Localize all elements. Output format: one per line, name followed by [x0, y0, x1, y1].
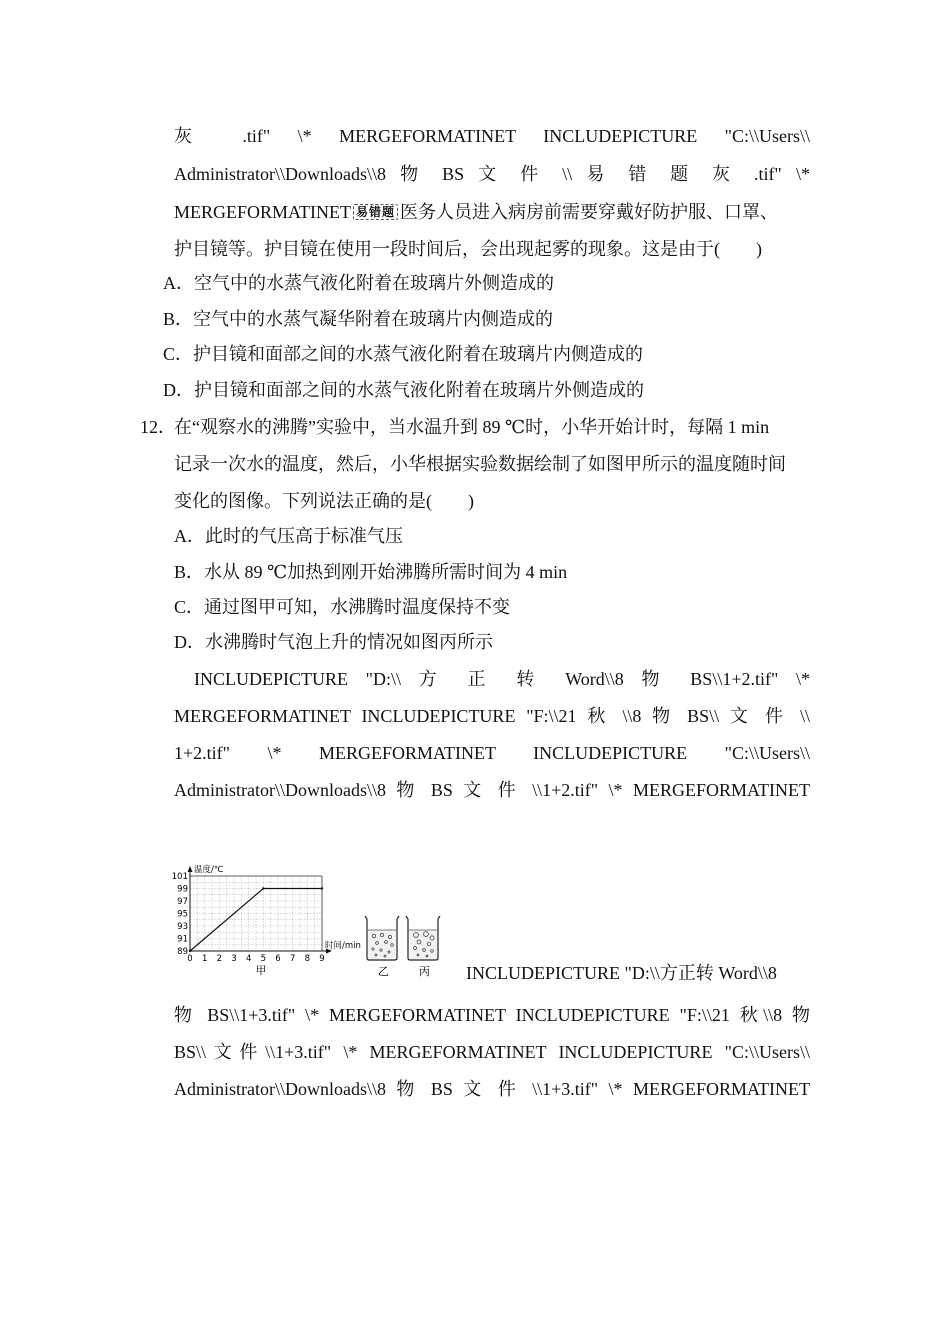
temperature-time-chart	[172, 864, 361, 977]
q11-option-d: D．护目镜和面部之间的水蒸气液化附着在玻璃片外侧造成的	[163, 380, 644, 400]
field-code-line-3: INCLUDEPICTURE "D:\\ 方 正 转 Word\\8 物 BS\\1+2.tif" \*	[194, 669, 810, 689]
y-axis-arrow	[188, 866, 193, 872]
y-axis-label: 温度/℃	[194, 865, 224, 875]
q11-option-a: A．空气中的水蒸气液化附着在玻璃片外侧造成的	[163, 273, 554, 293]
q12-option-b: B．水从 89 ℃加热到刚开始沸腾所需时间为 4 min	[174, 562, 568, 582]
x-tick-label: 8	[304, 954, 311, 964]
field-code-line-8: BS\\文件\\1+3.tif" \* MERGEFORMATINET INCLUDEPICTURE "C:\\Users\\	[174, 1042, 810, 1062]
field-code-line-6: Administrator\\Downloads\\8 物 BS 文 件 \\1+2.tif" \* MERGEFORMATINET	[174, 780, 810, 800]
figure-label-jia: 甲	[255, 964, 267, 977]
y-tick-label: 95	[177, 909, 188, 920]
field-code-line-5: 1+2.tif" \* MERGEFORMATINET INCLUDEPICTURE "C:\\Users\\	[174, 743, 810, 763]
field-code-line-4: MERGEFORMATINET INCLUDEPICTURE "F:\\21 秋 \\8 物 BS\\ 文 件 \\	[174, 706, 810, 726]
field-code-prefix: MERGEFORMATINET	[174, 202, 352, 222]
q12-option-a: A．此时的气压高于标准气压	[174, 526, 403, 546]
y-tick-label: 101	[171, 872, 188, 882]
temperature-data-point	[321, 887, 323, 889]
field-code-line-2: Administrator\\Downloads\\8 物 BS 文 件 \\ 易 错 题 灰 .tif" \*	[174, 164, 810, 184]
x-tick-label: 7	[289, 954, 296, 964]
x-tick-label: 4	[245, 954, 252, 964]
question-12-line-2: 记录一次水的温度，然后，小华根据实验数据绘制了如图甲所示的温度随时间	[174, 454, 786, 474]
beaker-yi	[365, 916, 399, 960]
figure-label-bing: 丙	[419, 965, 430, 978]
y-tick-label: 89	[177, 947, 188, 957]
field-code-after-figure: INCLUDEPICTURE "D:\\方正转 Word\\8	[466, 963, 777, 983]
x-tick-label: 2	[216, 954, 223, 964]
x-tick-label: 6	[275, 954, 281, 964]
question-11-stem-line-2: 护目镜等。护目镜在使用一段时间后，会出现起雾的现象。这是由于( )	[174, 239, 762, 259]
y-tick-label: 91	[177, 934, 188, 945]
figure-label-yi: 乙	[378, 965, 389, 978]
q11-option-b: B．空气中的水蒸气凝华附着在玻璃片内侧造成的	[163, 309, 554, 329]
y-tick-label: 97	[177, 897, 188, 907]
temperature-data-point	[262, 887, 264, 889]
x-tick-label: 3	[231, 954, 237, 964]
beaker-bing	[406, 916, 440, 960]
q12-option-c: C．通过图甲可知，水沸腾时温度保持不变	[174, 597, 511, 617]
boiling-figure	[168, 860, 458, 985]
field-code-line-7: 物 BS\\1+3.tif" \* MERGEFORMATINET INCLUDEPICTURE "F:\\21 秋\\8 物	[174, 1005, 810, 1025]
question-12-line-3: 变化的图像。下列说法正确的是( )	[174, 491, 474, 511]
y-tick-label: 93	[177, 922, 188, 932]
y-tick-label: 99	[177, 884, 188, 895]
q11-option-c: C．护目镜和面部之间的水蒸气液化附着在玻璃片内侧造成的	[163, 344, 644, 364]
temperature-data-point	[189, 950, 191, 952]
question-11-stem-line	[174, 201, 810, 223]
x-tick-label: 0	[187, 954, 193, 964]
question-11-text: 医务人员进入病房前需要穿戴好防护服、口罩、	[400, 202, 779, 222]
x-axis-label: 时间/min	[325, 941, 361, 951]
q12-option-d: D．水沸腾时气泡上升的情况如图丙所示	[174, 632, 493, 652]
field-code-line-1: 灰 .tif" \* MERGEFORMATINET INCLUDEPICTURE "C:\\Users\\	[174, 126, 810, 146]
field-code-line-9: Administrator\\Downloads\\8 物 BS 文 件 \\1+3.tif" \* MERGEFORMATINET	[174, 1079, 810, 1099]
question-12-line-1: 在“观察水的沸腾”实验中，当水温升到 89 ℃时，小华开始计时，每隔 1 min	[174, 417, 770, 437]
error-prone-badge: 易错题	[353, 204, 398, 220]
x-tick-label: 5	[260, 954, 267, 964]
x-tick-label: 1	[201, 954, 208, 964]
x-tick-label: 9	[319, 954, 325, 964]
question-12-number: 12．	[140, 417, 176, 437]
